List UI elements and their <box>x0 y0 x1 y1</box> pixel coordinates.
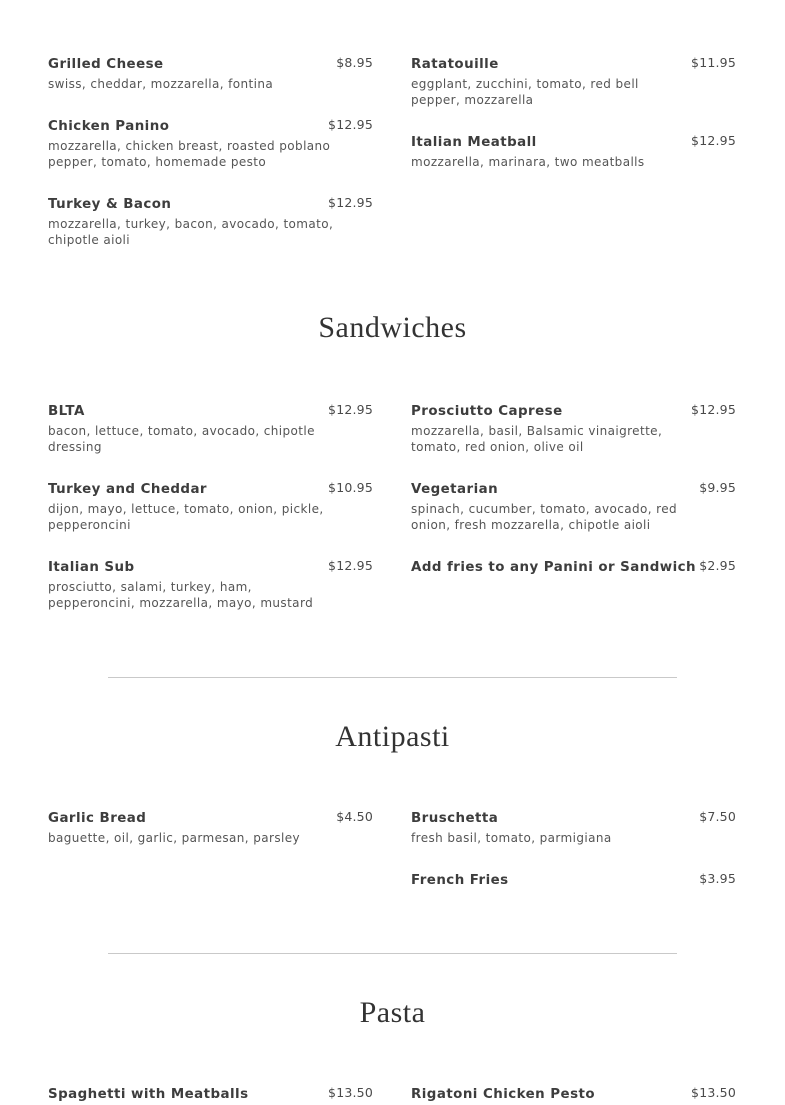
item-price: $11.95 <box>691 55 736 70</box>
item-description: baguette, oil, garlic, parmesan, parsley <box>48 831 301 845</box>
item-price: $12.95 <box>691 133 736 148</box>
item-name: Grilled Cheese <box>48 57 164 72</box>
item-name: Italian Meatball <box>411 135 537 150</box>
item-name: Turkey and Cheddar <box>48 482 207 497</box>
menu-item <box>48 403 373 455</box>
item-price: $10.95 <box>328 480 373 495</box>
item-price: $3.95 <box>699 871 736 886</box>
menu-item <box>411 403 736 455</box>
item-name: Prosciutto Caprese <box>411 404 563 419</box>
item-name: Italian Sub <box>48 560 135 575</box>
item-name: Chicken Panino <box>48 119 170 134</box>
item-price: $4.50 <box>336 809 373 824</box>
item-description: mozzarella, marinara, two meatballs <box>411 155 645 169</box>
menu-item <box>48 559 373 611</box>
item-price: $8.95 <box>336 55 373 70</box>
menu-item <box>411 481 736 533</box>
item-price: $13.50 <box>691 1085 736 1100</box>
item-price: $12.95 <box>328 195 373 210</box>
menu-item <box>411 1086 736 1103</box>
item-name: Garlic Bread <box>48 811 147 826</box>
menu-item <box>411 872 736 889</box>
item-description: mozzarella, basil, Balsamic vinaigrette, tomato, red onion, olive oil <box>411 424 663 454</box>
item-description: spinach, cucumber, tomato, avocado, red onion, fresh mozzarella, chipotle aioli <box>411 502 678 532</box>
item-description: dijon, mayo, lettuce, tomato, onion, pickle, pepperoncini <box>48 502 324 532</box>
item-price: $2.95 <box>699 558 736 573</box>
item-price: $9.95 <box>699 480 736 495</box>
item-name: Add fries to any Panini or Sandwich <box>411 560 696 575</box>
menu-item <box>48 118 373 170</box>
item-price: $12.95 <box>328 402 373 417</box>
item-description: eggplant, zucchini, tomato, red bell pepper, mozzarella <box>411 77 639 107</box>
item-description: prosciutto, salami, turkey, ham, pepperoncini, mozzarella, mayo, mustard <box>48 580 314 610</box>
item-name: Spaghetti with Meatballs <box>48 1087 249 1102</box>
item-name: Turkey & Bacon <box>48 197 172 212</box>
item-name: Bruschetta <box>411 811 499 826</box>
menu-item <box>48 1086 373 1103</box>
menu-item <box>411 559 736 576</box>
section-title-sandwiches: Sandwiches <box>318 311 467 344</box>
item-description: bacon, lettuce, tomato, avocado, chipotle dressing <box>48 424 315 454</box>
menu-item <box>411 134 736 170</box>
menu-item <box>48 481 373 533</box>
item-name: Rigatoni Chicken Pesto <box>411 1087 595 1102</box>
item-description: swiss, cheddar, mozzarella, fontina <box>48 77 274 91</box>
item-name: BLTA <box>48 404 85 419</box>
item-price: $12.95 <box>328 558 373 573</box>
section-divider <box>108 677 677 678</box>
item-price: $13.50 <box>328 1085 373 1100</box>
item-description: fresh basil, tomato, parmigiana <box>411 831 612 845</box>
section-title-pasta: Pasta <box>359 996 426 1029</box>
item-description: mozzarella, chicken breast, roasted poblano pepper, tomato, homemade pesto <box>48 139 331 169</box>
menu-item <box>48 810 373 846</box>
item-description: mozzarella, turkey, bacon, avocado, tomato, chipotle aioli <box>48 217 334 247</box>
item-price: $12.95 <box>328 117 373 132</box>
menu-item <box>411 56 736 108</box>
menu-item <box>48 56 373 92</box>
item-name: Ratatouille <box>411 57 499 72</box>
item-name: Vegetarian <box>411 482 499 497</box>
menu-item <box>411 810 736 846</box>
section-divider <box>108 953 677 954</box>
section-title-antipasti: Antipasti <box>335 720 450 753</box>
item-name: French Fries <box>411 873 509 888</box>
item-price: $12.95 <box>691 402 736 417</box>
menu-item <box>48 196 373 248</box>
item-price: $7.50 <box>699 809 736 824</box>
